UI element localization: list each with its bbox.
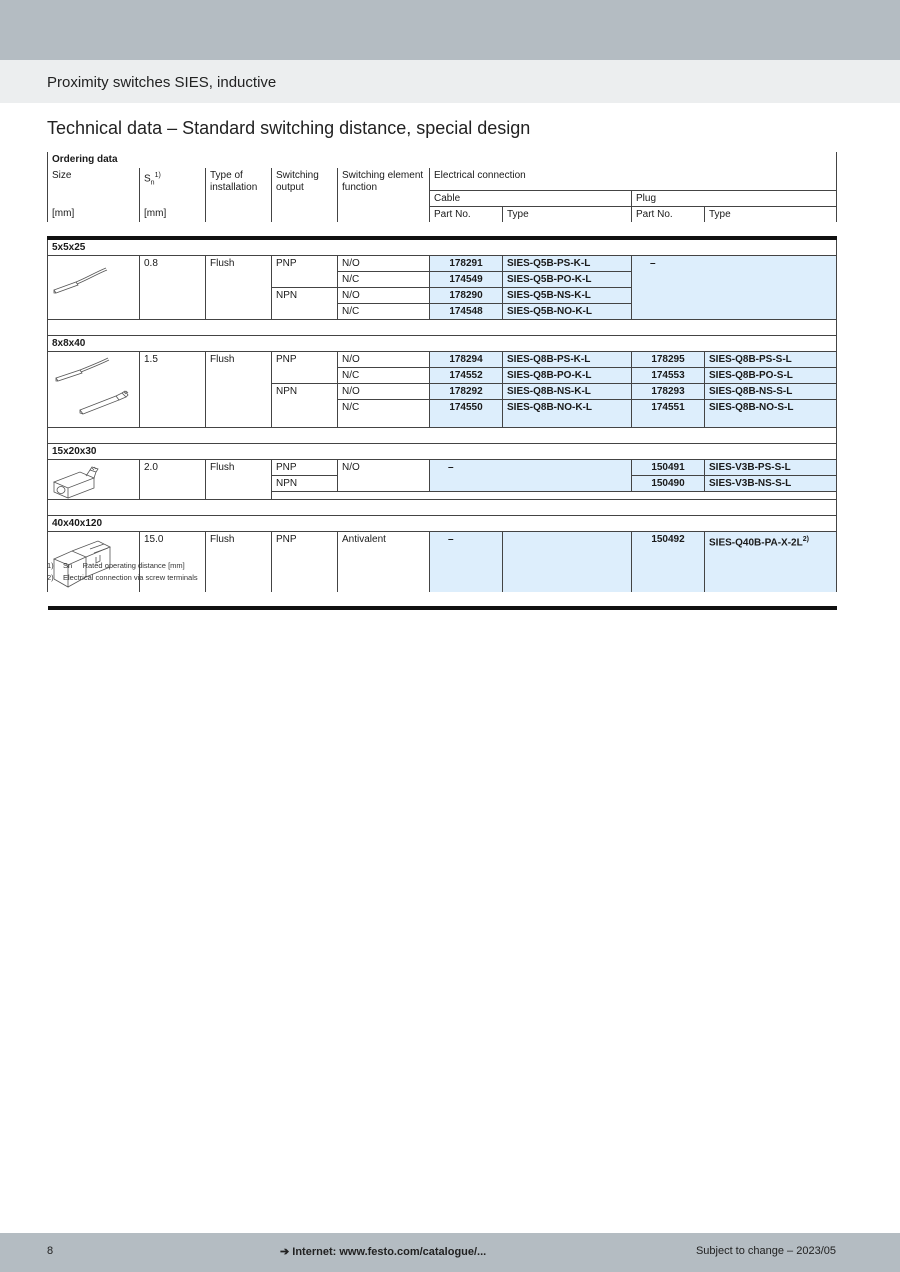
page-footer — [0, 1233, 900, 1272]
g3-r2-plug-type: SIES-V3B-NS-S-L — [705, 476, 837, 492]
header-cable-part-no: Part No. — [430, 206, 503, 222]
g4-installation: Flush — [206, 532, 272, 592]
table-caption: Ordering data — [48, 152, 837, 168]
header-sn-unit: [mm] — [140, 206, 206, 222]
g1-r1-cable-part-no: 178291 — [430, 256, 503, 272]
g2-r3-cable-type: SIES-Q8B-NS-K-L — [503, 384, 632, 400]
g2-r4-cable-part-no: 174550 — [430, 400, 503, 416]
g2-r3-plug-part-no: 178293 — [632, 384, 705, 400]
g2-r4-function: N/C — [338, 400, 430, 416]
g4-output-pnp: PNP — [272, 532, 338, 592]
g2-r3-function: N/O — [338, 384, 430, 400]
g1-r3-cable-part-no: 178290 — [430, 288, 503, 304]
g1-r3-cable-type: SIES-Q5B-NS-K-L — [503, 288, 632, 304]
g4-sn: 15.0 — [140, 532, 206, 592]
header-electrical-connection: Electrical connection — [430, 168, 837, 190]
g2-r2-plug-part-no: 174553 — [632, 368, 705, 384]
g4-r1-function: Antivalent — [338, 532, 430, 592]
g2-r3-plug-type: SIES-Q8B-NS-S-L — [705, 384, 837, 400]
g2-r2-function: N/C — [338, 368, 430, 384]
g3-sn: 2.0 — [140, 460, 206, 500]
g2-installation: Flush — [206, 352, 272, 428]
g2-r2-cable-part-no: 174552 — [430, 368, 503, 384]
group-size-8x8x40: 8x8x40 — [48, 336, 837, 352]
header-size-unit: [mm] — [48, 206, 140, 222]
g3-cable-none: – — [430, 460, 632, 492]
page-number: 8 — [47, 1245, 54, 1257]
header-type-of-installation: Type of installation — [206, 168, 272, 206]
ordering-data-table — [47, 152, 837, 610]
header-sn: $S_n^{1)}$ — [140, 168, 206, 190]
g1-r4-cable-type: SIES-Q5B-NO-K-L — [503, 304, 632, 320]
g3-r1-plug-type: SIES-V3B-PS-S-L — [705, 460, 837, 476]
g2-r1-cable-type: SIES-Q8B-PS-K-L — [503, 352, 632, 368]
g2-r2-cable-type: SIES-Q8B-PO-K-L — [503, 368, 632, 384]
g1-r4-cable-part-no: 174548 — [430, 304, 503, 320]
g2-r4-cable-type: SIES-Q8B-NO-K-L — [503, 400, 632, 416]
g1-r4-function: N/C — [338, 304, 430, 320]
section-title: Proximity switches SIES, inductive — [47, 74, 277, 91]
g4-r1-plug-type: SIES-$Q40B-PA-X-2L^{2)}$ — [705, 532, 837, 592]
g3-output-pnp: PNP — [272, 460, 338, 476]
g4-cable-none: – — [430, 532, 503, 592]
header-plug-type: Type — [705, 206, 837, 222]
g1-r1-cable-type: SIES-Q5B-PS-K-L — [503, 256, 632, 272]
group-size-5x5x25: 5x5x25 — [48, 238, 837, 256]
g2-r4-plug-part-no: 174551 — [632, 400, 705, 416]
footnote-1: 1) Sn Rated operating distance [mm] — [47, 561, 185, 570]
g1-installation: Flush — [206, 256, 272, 320]
g1-r2-cable-type: SIES-Q5B-PO-K-L — [503, 272, 632, 288]
footnote-2: 2) Electrical connection via screw terminals — [47, 573, 198, 582]
sensor-5x5x25-icon — [48, 256, 140, 320]
g1-r1-function: N/O — [338, 256, 430, 272]
g3-output-npn: NPN — [272, 476, 338, 492]
g2-output-pnp: PNP — [272, 352, 338, 384]
top-band — [0, 0, 900, 60]
g4-cable-type-empty — [503, 532, 632, 592]
header-element-function: Switching element function — [338, 168, 430, 206]
g2-output-npn: NPN — [272, 384, 338, 428]
header-size: Size — [48, 168, 140, 190]
section-header — [0, 60, 900, 103]
g1-output-npn: NPN — [272, 288, 338, 320]
page-title: Technical data – Standard switching distance, special design — [47, 118, 531, 138]
header-switching-output: Switching output — [272, 168, 338, 206]
g1-plug-none: – — [632, 256, 837, 320]
g2-r1-plug-part-no: 178295 — [632, 352, 705, 368]
header-plug-part-no: Part No. — [632, 206, 705, 222]
g2-r1-cable-part-no: 178294 — [430, 352, 503, 368]
g1-output-pnp: PNP — [272, 256, 338, 288]
g2-r2-plug-type: SIES-Q8B-PO-S-L — [705, 368, 837, 384]
g4-r1-plug-part-no: 150492 — [632, 532, 705, 592]
g2-r4-plug-type: SIES-Q8B-NO-S-L — [705, 400, 837, 416]
g1-r2-cable-part-no: 174549 — [430, 272, 503, 288]
g1-r3-function: N/O — [338, 288, 430, 304]
sensor-15x20x30-icon — [48, 460, 140, 500]
catalogue-link[interactable]: ➔ Internet: www.festo.com/catalogue/... — [280, 1246, 487, 1258]
sensor-8x8x40-icon — [48, 352, 140, 428]
g3-r2-plug-part-no: 150490 — [632, 476, 705, 492]
footnotes — [47, 560, 198, 584]
group-size-15x20x30: 15x20x30 — [48, 444, 837, 460]
g3-r1-plug-part-no: 150491 — [632, 460, 705, 476]
g3-r1-function: N/O — [338, 460, 430, 492]
header-plug: Plug — [632, 190, 837, 206]
header-cable: Cable — [430, 190, 632, 206]
header-cable-type: Type — [503, 206, 632, 222]
g2-r1-function: N/O — [338, 352, 430, 368]
g1-r2-function: N/C — [338, 272, 430, 288]
g3-installation: Flush — [206, 460, 272, 500]
group-size-40x40x120: 40x40x120 — [48, 516, 837, 532]
g2-r3-cable-part-no: 178292 — [430, 384, 503, 400]
g2-r1-plug-type: SIES-Q8B-PS-S-L — [705, 352, 837, 368]
g1-sn: 0.8 — [140, 256, 206, 320]
g2-sn: 1.5 — [140, 352, 206, 428]
subject-to-change: Subject to change – 2023/05 — [695, 1245, 836, 1257]
